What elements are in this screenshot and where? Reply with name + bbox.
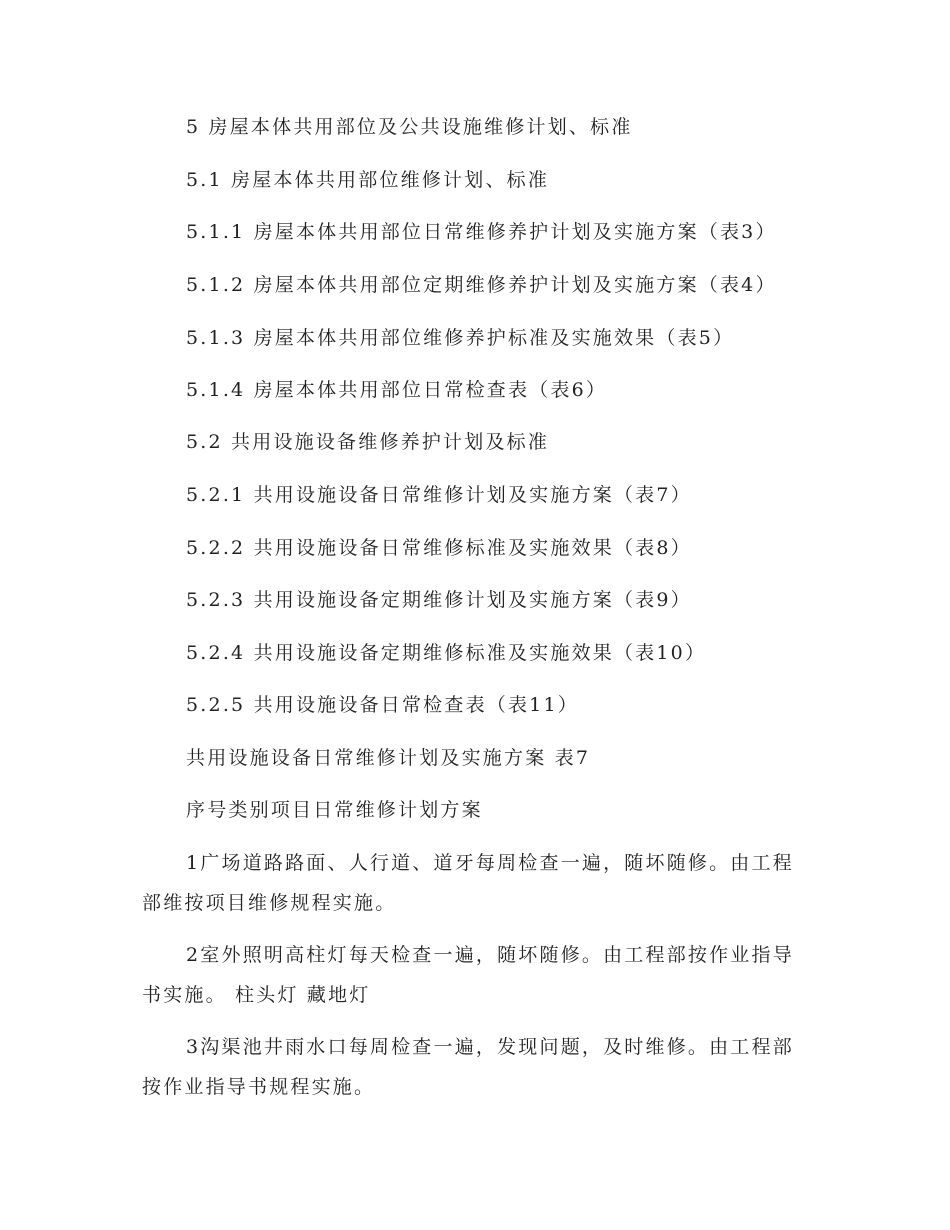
table-7-title: 共用设施设备日常维修计划及实施方案 表7 <box>186 747 591 769</box>
item-5-2-3: 5.2.3 共用设施设备定期维修计划及实施方案（表9） <box>186 589 692 611</box>
heading-section-5-1: 5.1 房屋本体共用部位维修计划、标准 <box>186 169 550 191</box>
item-5-2-4: 5.2.4 共用设施设备定期维修标准及实施效果（表10） <box>186 642 707 664</box>
item-5-2-1: 5.2.1 共用设施设备日常维修计划及实施方案（表7） <box>186 484 692 506</box>
item-5-2-2: 5.2.2 共用设施设备日常维修标准及实施效果（表8） <box>186 537 692 559</box>
item-5-2-5: 5.2.5 共用设施设备日常检查表（表11） <box>186 694 579 716</box>
heading-section-5: 5 房屋本体共用部位及公共设施维修计划、标准 <box>186 116 633 138</box>
paragraph-line: 部维按项目维修规程实施。 <box>142 892 397 914</box>
paragraph-line: 3沟渠池井雨水口每周检查一遍，发现问题，及时维修。由工程部 <box>186 1036 794 1058</box>
item-5-1-1: 5.1.1 房屋本体共用部位日常维修养护计划及实施方案（表3） <box>186 221 777 243</box>
table-7-header: 序号类别项目日常维修计划方案 <box>186 799 483 821</box>
paragraph-item-2 <box>142 942 814 1008</box>
item-5-1-3: 5.1.3 房屋本体共用部位维修养护标准及实施效果（表5） <box>186 327 735 349</box>
paragraph-line: 2室外照明高柱灯每天检查一遍，随坏随修。由工程部按作业指导 <box>186 944 794 966</box>
paragraph-line: 1广场道路路面、人行道、道牙每周检查一遍，随坏随修。由工程 <box>186 852 794 874</box>
paragraph-line: 书实施。 柱头灯 藏地灯 <box>142 984 371 1006</box>
paragraph-line: 按作业指导书规程实施。 <box>142 1076 376 1098</box>
item-5-1-4: 5.1.4 房屋本体共用部位日常检查表（表6） <box>186 379 608 401</box>
paragraph-item-3 <box>142 1034 814 1100</box>
paragraph-item-1 <box>142 850 814 916</box>
item-5-1-2: 5.1.2 房屋本体共用部位定期维修养护计划及实施方案（表4） <box>186 274 777 296</box>
heading-section-5-2: 5.2 共用设施设备维修养护计划及标准 <box>186 431 550 453</box>
